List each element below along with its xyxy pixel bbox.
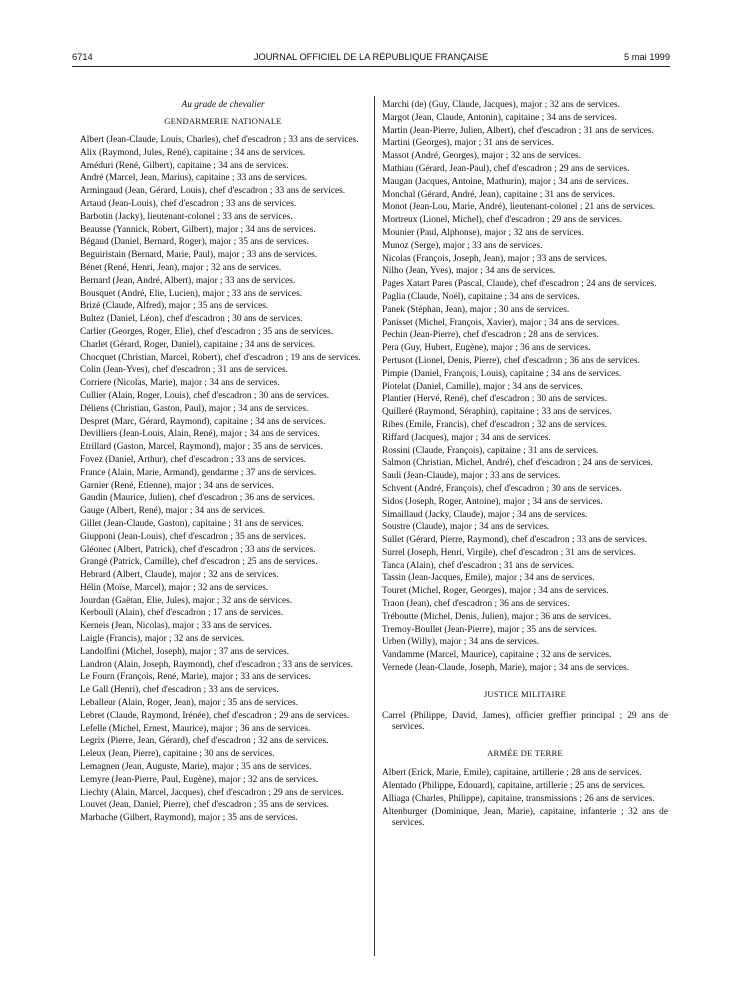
list-item: Mortreux (Lionel, Michel), chef d'escadron ; 29 ans de services. xyxy=(382,215,623,226)
list-item: Bégaud (Daniel, Bernard, Roger), major ; 35 ans de services. xyxy=(80,237,309,248)
list-item: Barbotin (Jacky), lieutenant-colonel ; 33 ans de services. xyxy=(80,211,293,222)
list-item: Ribes (Emile, Francis), chef d'escadron ; 32 ans de services. xyxy=(382,419,608,430)
list-item: Brizé (Claude, Alfred), major ; 35 ans de services. xyxy=(80,301,269,312)
list-item: Martini (Georges), major ; 31 ans de services. xyxy=(382,138,554,149)
list-item: Beausse (Yannick, Robert, Gilbert), major ; 34 ans de services. xyxy=(80,224,316,235)
right-column xyxy=(382,100,668,831)
left-column xyxy=(80,100,366,826)
list-item: Gillet (Jean-Claude, Gaston), capitaine ; 31 ans de services. xyxy=(80,518,304,529)
entry-list-justice xyxy=(382,711,668,734)
list-item: Leleux (Jean, Pierre), capitaine ; 30 ans de services. xyxy=(80,749,275,760)
list-item: Tréboutte (Michel, Denis, Julien), major ; 36 ans de services. xyxy=(382,611,612,622)
list-item: Déliens (Christian, Gaston, Paul), major ; 34 ans de services. xyxy=(80,403,309,414)
list-item: Beguiristain (Bernard, Marie, Paul), major ; 33 ans de services. xyxy=(80,250,318,261)
list-item: Despret (Marc, Gérard, Raymond), capitaine ; 34 ans de services. xyxy=(80,416,326,427)
list-item: Tassin (Jean-Jacques, Emile), major ; 34 ans de services. xyxy=(382,573,595,584)
list-item: Monchal (Gérard, André, Jean), capitaine ; 31 ans de services. xyxy=(382,189,615,200)
list-item: Pages Xatart Pares (Pascal, Claude), chef d'escadron ; 24 ans de services. xyxy=(382,279,657,290)
column-divider xyxy=(374,96,375,956)
list-item: Touret (Michel, Roger, Georges), major ; 34 ans de services. xyxy=(382,586,609,597)
list-item: Colin (Jean-Yves), chef d'escadron ; 31 ans de services. xyxy=(80,365,288,376)
list-item: Vernede (Jean-Claude, Joseph, Marie), major ; 34 ans de services. xyxy=(382,663,630,674)
list-item: Laigle (Francis), major ; 32 ans de services. xyxy=(80,634,245,645)
list-item: Gléonec (Albert, Patrick), chef d'escadron ; 33 ans de services. xyxy=(80,544,316,555)
list-item: Tanca (Alain), chef d'escadron ; 31 ans de services. xyxy=(382,560,575,571)
page-header xyxy=(72,52,670,66)
list-item: Le Fourn (François, René, Marie), major ; 33 ans de services. xyxy=(80,672,311,683)
list-item: Maugan (Jacques, Antoine, Mathurin), major ; 34 ans de services. xyxy=(382,176,629,187)
list-item: Améduri (René, Gilbert), capitaine ; 34 ans de services. xyxy=(80,160,289,171)
list-item: Carrel (Philippe, David, James), officier greffier principal ; 29 ans de services. xyxy=(382,710,668,733)
list-item: Alentado (Philippe, Edouard), capitaine, artillerie ; 25 ans de services. xyxy=(382,780,646,791)
list-item: Devilliers (Jean-Louis, Alain, René), major ; 34 ans de services. xyxy=(80,429,320,440)
list-item: Pimpie (Daniel, François, Louis), capitaine ; 34 ans de services. xyxy=(382,368,622,379)
list-item: Kerboull (Alain), chef d'escadron ; 17 ans de services. xyxy=(80,608,284,619)
list-item: Alix (Raymond, Jules, René), capitaine ; 34 ans de services. xyxy=(80,147,306,158)
list-item: Pechin (Jean-Pierre), chef d'escadron ; 28 ans de services. xyxy=(382,330,599,341)
list-item: Marbache (Gilbert, Raymond), major ; 35 ans de services. xyxy=(80,813,298,824)
list-item: Jourdan (Gaëtan, Elie, Jules), major ; 32 ans de services. xyxy=(80,595,293,606)
list-item: Traon (Jean), chef d'escadron ; 36 ans de services. xyxy=(382,599,570,610)
list-item: Panek (Stéphan, Jean), major ; 30 ans de services. xyxy=(382,304,570,315)
list-item: Legrix (Pierre, Jean, Gérard), chef d'escadron ; 32 ans de services. xyxy=(80,736,329,747)
list-item: Landron (Alain, Joseph, Raymond), chef d'escadron ; 33 ans de services. xyxy=(80,659,353,670)
list-item: Lebret (Claude, Raymond, Irénée), chef d'escadron ; 29 ans de services. xyxy=(80,710,350,721)
list-item: Lefelle (Michel, Ernest, Maurice), major ; 36 ans de services. xyxy=(80,723,311,734)
list-item: Margot (Jean, Claude, Antonin), capitaine ; 34 ans de services. xyxy=(382,112,617,123)
list-item: Nilho (Jean, Yves), major ; 34 ans de services. xyxy=(382,266,556,277)
list-item: Leballeur (Alain, Roger, Jean), major ; 35 ans de services. xyxy=(80,698,299,709)
list-item: Le Gall (Henri), chef d'escadron ; 33 ans de services. xyxy=(80,685,279,696)
list-item: Tremoy-Boullet (Jean-Pierre), major ; 35 ans de services. xyxy=(382,624,597,635)
list-item: Salmon (Christian, Michel, André), chef d'escadron ; 24 ans de services. xyxy=(382,458,653,469)
list-item: Landolfini (Michel, Joseph), major ; 37 ans de services. xyxy=(80,646,290,657)
list-item: Carlier (Georges, Roger, Elie), chef d'escadron ; 35 ans de services. xyxy=(80,326,334,337)
list-item: Albert (Erick, Marie, Emile), capitaine, artillerie ; 28 ans de services. xyxy=(382,768,642,779)
list-item: Artaud (Jean-Louis), chef d'escadron ; 33 ans de services. xyxy=(80,198,297,209)
list-item: Urben (Willy), major ; 34 ans de services. xyxy=(382,637,540,648)
entry-list-left xyxy=(80,135,366,825)
list-item: Marchi (de) (Guy, Claude, Jacques), major ; 32 ans de services. xyxy=(382,100,620,110)
list-item: Martin (Jean-Pierre, Julien, Albert), chef d'escadron ; 31 ans de services. xyxy=(382,125,654,136)
entry-list-armee xyxy=(382,768,668,830)
list-item: Lemyre (Jean-Pierre, Paul, Eugène), major ; 32 ans de services. xyxy=(80,774,319,785)
list-item: Rossini (Claude, François), capitaine ; 31 ans de services. xyxy=(382,445,599,456)
list-item: Garnier (René, Etienne), major ; 34 ans de services. xyxy=(80,480,274,491)
list-item: Sidos (Joseph, Roger, Antoine), major ; 34 ans de services. xyxy=(382,496,603,507)
list-item: Quilleré (Raymond, Séraphin), capitaine ; 33 ans de services. xyxy=(382,407,612,418)
list-item: Bultez (Daniel, Léon), chef d'escadron ; 30 ans de services. xyxy=(80,314,303,325)
section-title-armee: ARMÉE DE TERRE xyxy=(487,748,563,759)
list-item: Grangé (Patrick, Camille), chef d'escadron ; 25 ans de services. xyxy=(80,557,318,568)
journal-title: JOURNAL OFFICIEL DE LA RÉPUBLIQUE FRANÇAISE xyxy=(253,52,489,62)
list-item: France (Alain, Marie, Armand), gendarme ; 37 ans de services. xyxy=(80,467,317,478)
list-item: Sullet (Gérard, Pierre, Raymond), chef d'escadron ; 33 ans de services. xyxy=(382,535,648,546)
section-title-gendarmerie: GENDARMERIE NATIONALE xyxy=(164,116,282,126)
list-item: Bernard (Jean, André, Albert), major ; 33 ans de services. xyxy=(80,275,296,286)
list-item: Alliaga (Charles, Philippe), capitaine, transmissions ; 26 ans de services. xyxy=(382,793,655,804)
issue-date: 5 mai 1999 xyxy=(624,52,670,62)
list-item: Simaillaud (Jacky, Claude), major ; 34 ans de services. xyxy=(382,509,588,520)
list-item: Kerneis (Jean, Nicolas), major ; 33 ans de services. xyxy=(80,621,272,632)
list-item: Bousquet (André, Elie, Lucien), major ; 33 ans de services. xyxy=(80,288,303,299)
list-item: Giupponi (Jean-Louis), chef d'escadron ; 35 ans de services. xyxy=(80,531,306,542)
list-item: Piotelat (Daniel, Camille), major ; 34 ans de services. xyxy=(382,381,583,392)
list-item: Schvent (André, François), chef d'escadron ; 30 ans de services. xyxy=(382,483,622,494)
list-item: Surrel (Joseph, Henri, Virgile), chef d'escadron ; 31 ans de services. xyxy=(382,547,636,558)
list-item: Gauge (Albert, René), major ; 34 ans de services. xyxy=(80,506,266,517)
list-item: Massot (André, Georges), major ; 32 ans de services. xyxy=(382,151,581,162)
list-item: Louvet (Jean, Daniel, Pierre), chef d'escadron ; 35 ans de services. xyxy=(80,800,329,811)
list-item: Bénet (René, Henri, Jean), major ; 32 ans de services. xyxy=(80,262,282,273)
list-item: Liechty (Alain, Marcel, Jacques), chef d'escadron ; 29 ans de services. xyxy=(80,787,344,798)
list-item: Monot (Jean-Lou, Marie, André), lieutenant-colonel ; 21 ans de services. xyxy=(382,202,656,213)
section-title-justice: JUSTICE MILITAIRE xyxy=(483,688,567,699)
list-item: Cullier (Alain, Roger, Louis), chef d'escadron ; 30 ans de services. xyxy=(80,390,330,401)
list-item: André (Marcel, Jean, Marius), capitaine ; 33 ans de services. xyxy=(80,173,308,184)
list-item: Vandamme (Marcel, Maurice), capitaine ; 32 ans de services. xyxy=(382,650,612,661)
list-item: Sauli (Jean-Claude), major ; 33 ans de services. xyxy=(382,471,561,482)
list-item: Etrillard (Gaston, Marcel, Raymond), major ; 35 ans de services. xyxy=(80,442,323,453)
list-item: Munoz (Serge), major ; 33 ans de services. xyxy=(382,240,543,251)
list-item: Corriere (Nicolas, Marie), major ; 34 ans de services. xyxy=(80,378,280,389)
list-item: Soustre (Claude), major ; 34 ans de services. xyxy=(382,522,550,533)
list-item: Chocquet (Christian, Marcel, Robert), chef d'escadron ; 19 ans de services. xyxy=(80,352,361,363)
list-item: Armingaud (Jean, Gérard, Louis), chef d'escadron ; 33 ans de services. xyxy=(80,186,346,197)
grade-heading: Au grade de chevalier xyxy=(181,100,265,110)
list-item: Paglia (Claude, Noël), capitaine ; 34 ans de services. xyxy=(382,291,580,302)
list-item: Hélin (Moïse, Marcel), major ; 32 ans de services. xyxy=(80,582,269,593)
list-item: Gaudin (Maurice, Julien), chef d'escadron ; 36 ans de services. xyxy=(80,493,315,504)
list-item: Mathiau (Gérard, Jean-Paul), chef d'escadron ; 29 ans de services. xyxy=(382,163,630,174)
list-item: Pertusot (Lionel, Denis, Pierre), chef d'escadron ; 36 ans de services. xyxy=(382,355,640,366)
list-item: Mounier (Paul, Alphonse), major ; 32 ans de services. xyxy=(382,227,584,238)
list-item: Riffard (Jacques), major ; 34 ans de services. xyxy=(382,432,551,443)
list-item: Lemagnen (Jean, Auguste, Marie), major ; 35 ans de services. xyxy=(80,762,312,773)
list-item: Charlet (Gérard, Roger, Daniel), capitaine ; 34 ans de services. xyxy=(80,339,316,350)
list-item: Altenburger (Dominique, Jean, Marie), capitaine, infanterie ; 32 ans de services. xyxy=(382,806,668,829)
list-item: Pera (Guy, Hubert, Eugène), major ; 36 ans de services. xyxy=(382,343,591,354)
list-item: Albert (Jean-Claude, Louis, Charles), chef d'escadron ; 33 ans de services. xyxy=(80,135,359,145)
list-item: Fovez (Daniel, Arthur), chef d'escadron ; 33 ans de services. xyxy=(80,454,307,465)
list-item: Plantier (Hervé, René), chef d'escadron ; 30 ans de services. xyxy=(382,394,608,405)
list-item: Hebrard (Albert, Claude), major ; 32 ans de services. xyxy=(80,570,279,581)
entry-list-right xyxy=(382,100,668,675)
header-rule xyxy=(72,66,670,67)
page-number: 6714 xyxy=(72,52,93,62)
list-item: Nicolas (François, Joseph, Jean), major ; 33 ans de services. xyxy=(382,253,608,264)
list-item: Panisset (Michel, François, Xavier), major ; 34 ans de services. xyxy=(382,317,620,328)
